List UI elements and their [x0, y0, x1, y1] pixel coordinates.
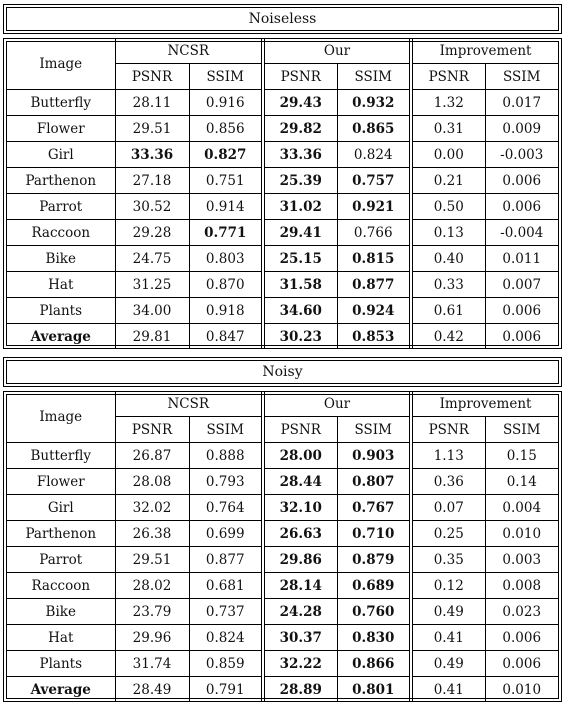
header-group-ncsr: NCSR: [115, 391, 263, 417]
metric-cell: 0.771: [189, 220, 263, 246]
metric-cell: 0.003: [485, 547, 558, 573]
metric-cell: 32.02: [115, 495, 189, 521]
metric-cell: 28.02: [115, 573, 189, 599]
table-row: [7, 90, 558, 116]
metric-cell: 24.28: [263, 599, 337, 625]
metric-cell: 0.903: [337, 443, 411, 469]
metric-cell: 0.791: [189, 677, 263, 703]
header-group-ncsr: NCSR: [115, 38, 263, 64]
metric-cell: 29.41: [263, 220, 337, 246]
metric-cell: 0.764: [189, 495, 263, 521]
metric-cell: 23.79: [115, 599, 189, 625]
metric-cell: 0.853: [337, 324, 411, 350]
metric-cell: 0.14: [485, 469, 558, 495]
metric-cell: 29.43: [263, 90, 337, 116]
row-image-name: Parrot: [7, 194, 115, 220]
results-table: [3, 4, 562, 706]
metric-cell: 0.61: [411, 298, 485, 324]
metric-cell: 26.63: [263, 521, 337, 547]
row-image-name: Plants: [7, 651, 115, 677]
metric-cell: 0.681: [189, 573, 263, 599]
row-image-name: Raccoon: [7, 220, 115, 246]
metric-cell: 32.10: [263, 495, 337, 521]
metric-cell: 0.757: [337, 168, 411, 194]
metric-cell: 0.42: [411, 324, 485, 350]
section-noiseless: [3, 4, 562, 349]
header-group-improvement: Improvement: [439, 42, 532, 59]
table-row: [7, 324, 558, 350]
header-group-our: Our: [263, 391, 411, 417]
metric-cell: 0.830: [337, 625, 411, 651]
metric-cell: 31.58: [263, 272, 337, 298]
row-image-name: Bike: [7, 246, 115, 272]
metric-cell: 0.35: [411, 547, 485, 573]
header-image: Image: [7, 391, 115, 443]
metric-cell: 0.006: [485, 168, 558, 194]
metric-cell: 0.07: [411, 495, 485, 521]
metric-cell: 0.767: [337, 495, 411, 521]
row-image-name: Hat: [7, 272, 115, 298]
row-image-name: Flower: [7, 469, 115, 495]
row-image-name: Raccoon: [7, 573, 115, 599]
metric-cell: 0.766: [337, 220, 411, 246]
metric-cell: 0.932: [337, 90, 411, 116]
metric-cell: 0.710: [337, 521, 411, 547]
table-row: [7, 599, 558, 625]
metric-cell: 0.13: [411, 220, 485, 246]
metric-cell: 34.60: [263, 298, 337, 324]
metric-cell: 28.49: [115, 677, 189, 703]
metric-cell: 25.39: [263, 168, 337, 194]
metric-cell: 33.36: [263, 142, 337, 168]
metric-cell: 29.51: [115, 116, 189, 142]
section-title-bar: [3, 4, 562, 34]
table-row: [7, 677, 558, 703]
header-metric: PSNR: [263, 417, 337, 443]
header-metric: SSIM: [485, 417, 558, 443]
section-title: Noiseless: [248, 11, 317, 27]
metric-cell: 0.41: [411, 625, 485, 651]
row-image-name: Butterfly: [7, 90, 115, 116]
row-image-name: Butterfly: [7, 443, 115, 469]
table-row: [7, 142, 558, 168]
metric-cell: 0.50: [411, 194, 485, 220]
metric-cell: 31.25: [115, 272, 189, 298]
metric-cell: 24.75: [115, 246, 189, 272]
table-row: [7, 547, 558, 573]
metric-cell: 0.737: [189, 599, 263, 625]
metric-cell: 0.49: [411, 599, 485, 625]
metric-cell: 0.33: [411, 272, 485, 298]
metric-cell: 0.008: [485, 573, 558, 599]
metric-cell: 26.38: [115, 521, 189, 547]
metric-cell: 0.010: [485, 521, 558, 547]
header-metric: SSIM: [485, 64, 558, 90]
metric-cell: 0.924: [337, 298, 411, 324]
header-metric: SSIM: [337, 64, 411, 90]
metric-cell: 0.760: [337, 599, 411, 625]
header-metric: SSIM: [189, 64, 263, 90]
metric-cell: -0.003: [485, 142, 558, 168]
section-title-bar: [3, 357, 562, 387]
table-row: [7, 469, 558, 495]
header-group-our: Our: [263, 38, 411, 64]
metric-cell: 0.859: [189, 651, 263, 677]
metric-cell: 0.006: [485, 625, 558, 651]
metric-cell: 28.11: [115, 90, 189, 116]
header-metric: SSIM: [189, 417, 263, 443]
metric-cell: 30.52: [115, 194, 189, 220]
metric-cell: 31.02: [263, 194, 337, 220]
header-metric: PSNR: [115, 64, 189, 90]
metric-cell: 0.010: [485, 677, 558, 703]
metric-cell: 0.017: [485, 90, 558, 116]
metric-cell: 0.801: [337, 677, 411, 703]
metric-cell: 29.82: [263, 116, 337, 142]
metric-cell: 0.921: [337, 194, 411, 220]
metric-cell: 0.009: [485, 116, 558, 142]
metric-cell: 0.877: [337, 272, 411, 298]
metric-cell: 29.28: [115, 220, 189, 246]
metric-cell: 0.916: [189, 90, 263, 116]
table-row: [7, 521, 558, 547]
table-row: [7, 194, 558, 220]
header-metric: PSNR: [411, 64, 485, 90]
metric-cell: 1.32: [411, 90, 485, 116]
metric-cell: 0.807: [337, 469, 411, 495]
metric-cell: 28.00: [263, 443, 337, 469]
metric-cell: 0.00: [411, 142, 485, 168]
table-row: [7, 298, 558, 324]
metric-cell: 0.879: [337, 547, 411, 573]
metric-cell: 0.12: [411, 573, 485, 599]
metric-cell: 27.18: [115, 168, 189, 194]
row-image-name: Girl: [7, 142, 115, 168]
table-row: [7, 116, 558, 142]
row-image-name: Average: [7, 677, 115, 703]
row-image-name: Hat: [7, 625, 115, 651]
metric-cell: 0.877: [189, 547, 263, 573]
metric-cell: 0.25: [411, 521, 485, 547]
metric-cell: 0.865: [337, 116, 411, 142]
metric-cell: 0.006: [485, 651, 558, 677]
table-row: [7, 651, 558, 677]
metric-cell: 31.74: [115, 651, 189, 677]
metric-cell: 0.36: [411, 469, 485, 495]
row-image-name: Average: [7, 324, 115, 350]
metric-cell: 0.699: [189, 521, 263, 547]
metric-cell: 0.856: [189, 116, 263, 142]
metric-cell: 26.87: [115, 443, 189, 469]
metric-cell: 0.866: [337, 651, 411, 677]
metric-cell: 28.14: [263, 573, 337, 599]
metric-cell: 0.918: [189, 298, 263, 324]
metric-cell: 1.13: [411, 443, 485, 469]
metric-cell: 28.89: [263, 677, 337, 703]
row-image-name: Parthenon: [7, 168, 115, 194]
metric-cell: 0.751: [189, 168, 263, 194]
header-group-improvement: Improvement: [439, 395, 532, 412]
metric-cell: 0.006: [485, 298, 558, 324]
metric-cell: 25.15: [263, 246, 337, 272]
table-row: [7, 443, 558, 469]
header-metric: PSNR: [263, 64, 337, 90]
header-metric: PSNR: [411, 417, 485, 443]
metric-cell: 0.827: [189, 142, 263, 168]
table-row: [7, 495, 558, 521]
row-image-name: Parthenon: [7, 521, 115, 547]
metric-cell: 29.86: [263, 547, 337, 573]
metric-cell: 0.41: [411, 677, 485, 703]
row-image-name: Plants: [7, 298, 115, 324]
header-metric: PSNR: [115, 417, 189, 443]
metric-cell: 30.23: [263, 324, 337, 350]
metric-cell: 0.40: [411, 246, 485, 272]
metric-cell: 34.00: [115, 298, 189, 324]
metric-cell: 0.793: [189, 469, 263, 495]
metric-cell: 0.004: [485, 495, 558, 521]
metric-cell: 28.08: [115, 469, 189, 495]
section-title: Noisy: [262, 364, 303, 380]
metric-cell: 33.36: [115, 142, 189, 168]
metric-cell: 0.689: [337, 573, 411, 599]
metric-cell: 0.803: [189, 246, 263, 272]
table-row: [7, 168, 558, 194]
metric-cell: 0.824: [337, 142, 411, 168]
metric-cell: 0.15: [485, 443, 558, 469]
row-image-name: Girl: [7, 495, 115, 521]
metric-cell: 30.37: [263, 625, 337, 651]
metric-cell: 0.007: [485, 272, 558, 298]
table-row: [7, 246, 558, 272]
metric-cell: 0.21: [411, 168, 485, 194]
metric-cell: 0.824: [189, 625, 263, 651]
table-row: [7, 220, 558, 246]
row-image-name: Flower: [7, 116, 115, 142]
metric-cell: 0.847: [189, 324, 263, 350]
metric-cell: 0.011: [485, 246, 558, 272]
metric-cell: 0.815: [337, 246, 411, 272]
metric-cell: 0.870: [189, 272, 263, 298]
row-image-name: Bike: [7, 599, 115, 625]
metric-cell: 29.96: [115, 625, 189, 651]
metrics-table-noiseless: [7, 38, 558, 349]
table-row: [7, 573, 558, 599]
metric-cell: 0.914: [189, 194, 263, 220]
metric-cell: 0.023: [485, 599, 558, 625]
metric-cell: 32.22: [263, 651, 337, 677]
metrics-table-noisy: [7, 391, 558, 702]
metric-cell: 0.006: [485, 324, 558, 350]
metric-cell: 0.006: [485, 194, 558, 220]
metric-cell: 29.51: [115, 547, 189, 573]
header-metric: SSIM: [337, 417, 411, 443]
metric-cell: 0.49: [411, 651, 485, 677]
metric-cell: -0.004: [485, 220, 558, 246]
metric-cell: 0.31: [411, 116, 485, 142]
section-noisy: [3, 357, 562, 702]
metric-cell: 29.81: [115, 324, 189, 350]
metric-cell: 28.44: [263, 469, 337, 495]
table-row: [7, 272, 558, 298]
table-row: [7, 625, 558, 651]
header-image: Image: [7, 38, 115, 90]
row-image-name: Parrot: [7, 547, 115, 573]
metric-cell: 0.888: [189, 443, 263, 469]
